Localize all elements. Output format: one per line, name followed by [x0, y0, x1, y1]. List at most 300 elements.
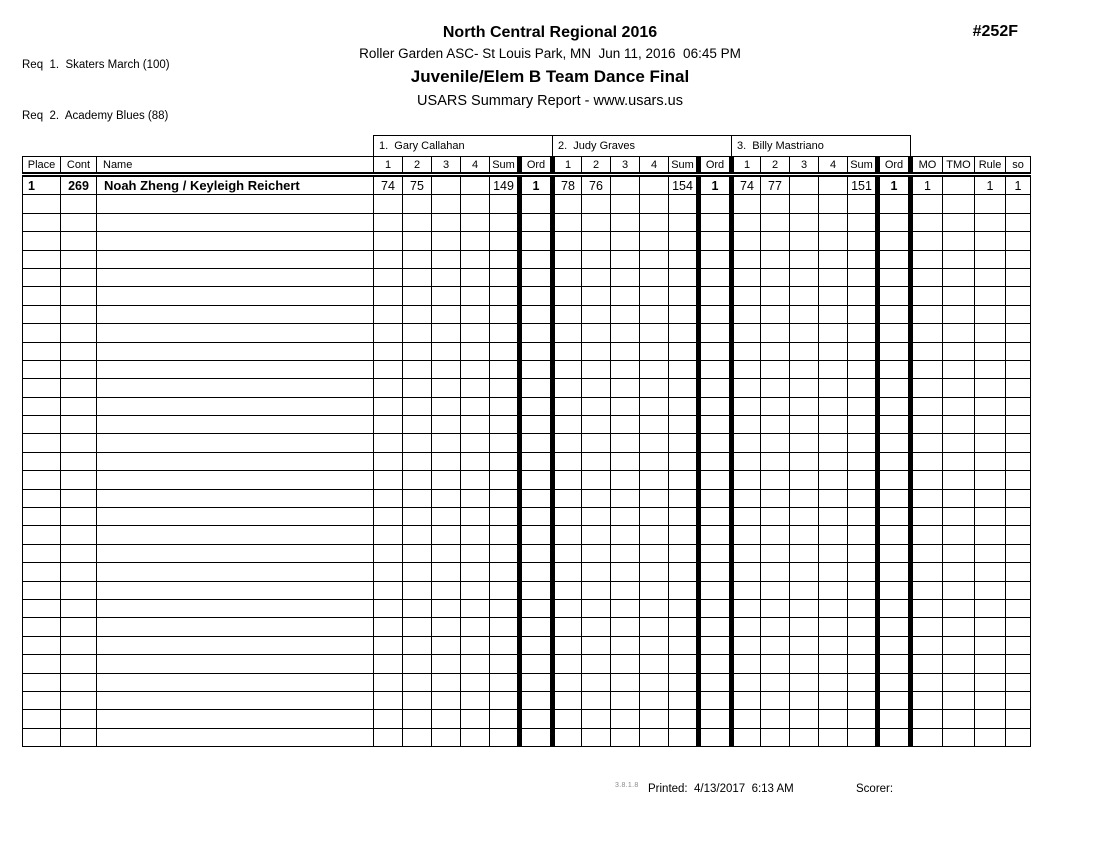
empty-cell [461, 379, 490, 397]
empty-cell [432, 655, 461, 673]
empty-cell [975, 673, 1006, 691]
empty-cell [669, 636, 699, 654]
empty-cell [432, 691, 461, 709]
empty-cell [878, 544, 911, 562]
empty-cell [640, 544, 669, 562]
empty-cell [520, 268, 553, 286]
empty-cell [790, 397, 819, 415]
empty-cell [878, 360, 911, 378]
empty-cell [374, 544, 403, 562]
empty-cell [461, 360, 490, 378]
empty-cell [374, 728, 403, 746]
empty-cell [97, 489, 374, 507]
empty-cell [943, 324, 975, 342]
column-header-rule: Rule [975, 157, 1006, 175]
empty-cell [819, 342, 848, 360]
empty-cell [23, 232, 61, 250]
empty-cell [461, 213, 490, 231]
empty-cell [848, 636, 878, 654]
empty-cell [761, 691, 790, 709]
empty-cell [582, 250, 611, 268]
empty-cell [582, 526, 611, 544]
empty-cell [97, 287, 374, 305]
empty-cell [878, 563, 911, 581]
tmo-cell [943, 175, 975, 195]
empty-cell [732, 324, 761, 342]
empty-cell [848, 416, 878, 434]
empty-cell [97, 195, 374, 213]
empty-cell [975, 728, 1006, 746]
empty-cell [23, 636, 61, 654]
empty-row [23, 581, 1031, 599]
empty-cell [461, 324, 490, 342]
empty-cell [611, 195, 640, 213]
empty-cell [490, 452, 520, 470]
empty-cell [878, 195, 911, 213]
empty-cell [520, 342, 553, 360]
empty-cell [374, 342, 403, 360]
empty-cell [732, 489, 761, 507]
empty-cell [699, 710, 732, 728]
empty-cell [611, 655, 640, 673]
empty-cell [640, 397, 669, 415]
empty-cell [97, 250, 374, 268]
empty-cell [819, 452, 848, 470]
empty-cell [61, 655, 97, 673]
empty-cell [848, 691, 878, 709]
empty-cell [878, 710, 911, 728]
empty-cell [732, 544, 761, 562]
empty-cell [819, 195, 848, 213]
empty-cell [432, 268, 461, 286]
empty-cell [943, 360, 975, 378]
empty-cell [790, 434, 819, 452]
empty-cell [790, 195, 819, 213]
empty-cell [669, 342, 699, 360]
empty-cell [669, 232, 699, 250]
empty-cell [553, 581, 582, 599]
empty-cell [403, 379, 432, 397]
empty-cell [23, 379, 61, 397]
empty-cell [461, 342, 490, 360]
empty-cell [699, 324, 732, 342]
empty-cell [403, 673, 432, 691]
empty-cell [553, 471, 582, 489]
empty-cell [374, 397, 403, 415]
empty-cell [611, 728, 640, 746]
empty-cell [1006, 471, 1031, 489]
empty-cell [761, 397, 790, 415]
empty-cell [23, 526, 61, 544]
empty-cell [461, 452, 490, 470]
score-cell [611, 175, 640, 195]
empty-cell [490, 563, 520, 581]
empty-cell [582, 489, 611, 507]
empty-cell [520, 618, 553, 636]
empty-cell [640, 416, 669, 434]
empty-cell [97, 728, 374, 746]
empty-cell [374, 618, 403, 636]
empty-cell [878, 691, 911, 709]
empty-cell [911, 563, 943, 581]
empty-cell [611, 397, 640, 415]
score-cell [790, 175, 819, 195]
event-title: North Central Regional 2016 [442, 24, 658, 41]
empty-row [23, 599, 1031, 617]
empty-cell [23, 599, 61, 617]
empty-cell [1006, 655, 1031, 673]
empty-cell [669, 471, 699, 489]
empty-cell [732, 268, 761, 286]
empty-cell [911, 360, 943, 378]
empty-cell [374, 360, 403, 378]
empty-cell [848, 452, 878, 470]
empty-cell [374, 416, 403, 434]
empty-row [23, 379, 1031, 397]
empty-cell [975, 636, 1006, 654]
empty-cell [611, 673, 640, 691]
empty-cell [61, 342, 97, 360]
empty-cell [669, 379, 699, 397]
judge2-subheader-sum: Sum [669, 157, 699, 175]
empty-cell [1006, 434, 1031, 452]
empty-cell [611, 232, 640, 250]
empty-cell [520, 287, 553, 305]
judge-row-left-spacer [23, 136, 374, 157]
empty-cell [582, 544, 611, 562]
empty-cell [911, 544, 943, 562]
empty-cell [640, 636, 669, 654]
empty-row [23, 471, 1031, 489]
score-cell [640, 175, 669, 195]
empty-cell [520, 434, 553, 452]
empty-cell [878, 636, 911, 654]
empty-cell [61, 673, 97, 691]
empty-cell [911, 618, 943, 636]
empty-cell [374, 379, 403, 397]
empty-cell [819, 360, 848, 378]
empty-cell [403, 563, 432, 581]
empty-cell [943, 508, 975, 526]
empty-cell [761, 544, 790, 562]
empty-cell [374, 563, 403, 581]
empty-cell [819, 655, 848, 673]
empty-cell [553, 342, 582, 360]
empty-cell [848, 471, 878, 489]
empty-cell [374, 691, 403, 709]
empty-cell [403, 268, 432, 286]
empty-cell [761, 416, 790, 434]
empty-cell [97, 232, 374, 250]
empty-cell [461, 508, 490, 526]
empty-cell [1006, 416, 1031, 434]
empty-cell [640, 691, 669, 709]
empty-cell [640, 195, 669, 213]
empty-cell [403, 342, 432, 360]
judge-header-2: 2. Judy Graves [553, 136, 732, 157]
empty-cell [432, 287, 461, 305]
empty-cell [669, 655, 699, 673]
sum-cell: 149 [490, 175, 520, 195]
empty-cell [911, 710, 943, 728]
score-cell: 77 [761, 175, 790, 195]
empty-cell [761, 452, 790, 470]
empty-cell [432, 563, 461, 581]
empty-cell [911, 434, 943, 452]
empty-cell [374, 508, 403, 526]
empty-cell [611, 599, 640, 617]
empty-cell [582, 581, 611, 599]
empty-cell [374, 599, 403, 617]
empty-cell [848, 379, 878, 397]
empty-cell [490, 324, 520, 342]
empty-cell [520, 563, 553, 581]
empty-cell [943, 452, 975, 470]
empty-cell [1006, 324, 1031, 342]
empty-cell [611, 471, 640, 489]
empty-cell [23, 471, 61, 489]
empty-cell [61, 581, 97, 599]
empty-cell [553, 544, 582, 562]
empty-cell [761, 250, 790, 268]
empty-cell [490, 342, 520, 360]
empty-cell [490, 416, 520, 434]
empty-cell [403, 710, 432, 728]
empty-cell [943, 599, 975, 617]
empty-cell [461, 563, 490, 581]
empty-cell [640, 305, 669, 323]
empty-cell [790, 581, 819, 599]
empty-cell [669, 599, 699, 617]
empty-cell [611, 360, 640, 378]
empty-cell [61, 489, 97, 507]
empty-cell [669, 250, 699, 268]
empty-cell [819, 728, 848, 746]
empty-cell [61, 416, 97, 434]
empty-cell [761, 287, 790, 305]
empty-cell [23, 434, 61, 452]
empty-cell [432, 213, 461, 231]
ord-cell: 1 [520, 175, 553, 195]
empty-cell [848, 213, 878, 231]
empty-cell [61, 618, 97, 636]
empty-cell [611, 710, 640, 728]
judge1-subheader-1: 1 [374, 157, 403, 175]
empty-cell [761, 508, 790, 526]
empty-cell [432, 397, 461, 415]
empty-cell [790, 489, 819, 507]
empty-cell [911, 232, 943, 250]
empty-cell [1006, 508, 1031, 526]
empty-cell [23, 673, 61, 691]
empty-cell [61, 397, 97, 415]
empty-row [23, 655, 1031, 673]
empty-cell [61, 379, 97, 397]
empty-cell [403, 526, 432, 544]
empty-cell [819, 416, 848, 434]
empty-cell [819, 379, 848, 397]
empty-cell [611, 379, 640, 397]
empty-cell [732, 728, 761, 746]
empty-cell [911, 287, 943, 305]
empty-row [23, 544, 1031, 562]
empty-cell [490, 397, 520, 415]
empty-cell [23, 268, 61, 286]
empty-cell [582, 655, 611, 673]
empty-cell [611, 268, 640, 286]
empty-cell [878, 618, 911, 636]
empty-cell [790, 655, 819, 673]
empty-cell [975, 581, 1006, 599]
empty-cell [699, 599, 732, 617]
empty-cell [732, 342, 761, 360]
empty-cell [699, 728, 732, 746]
empty-cell [669, 397, 699, 415]
judge3-subheader-3: 3 [790, 157, 819, 175]
empty-cell [403, 508, 432, 526]
empty-cell [1006, 691, 1031, 709]
empty-cell [553, 710, 582, 728]
result-row [23, 175, 1031, 195]
empty-cell [943, 195, 975, 213]
empty-cell [374, 710, 403, 728]
empty-cell [848, 397, 878, 415]
empty-cell [582, 360, 611, 378]
empty-cell [374, 452, 403, 470]
empty-cell [490, 673, 520, 691]
empty-cell [732, 213, 761, 231]
empty-cell [611, 305, 640, 323]
empty-cell [23, 342, 61, 360]
empty-cell [61, 544, 97, 562]
empty-cell [975, 655, 1006, 673]
req-line-2: Req 2. Academy Blues (88) [22, 110, 169, 122]
empty-cell [582, 691, 611, 709]
empty-cell [911, 508, 943, 526]
empty-cell [461, 287, 490, 305]
empty-cell [975, 268, 1006, 286]
empty-cell [732, 526, 761, 544]
empty-cell [61, 250, 97, 268]
empty-cell [699, 397, 732, 415]
name-cell: Noah Zheng / Keyleigh Reichert [97, 175, 374, 195]
empty-cell [23, 360, 61, 378]
empty-cell [432, 710, 461, 728]
empty-cell [461, 581, 490, 599]
empty-cell [669, 416, 699, 434]
empty-cell [911, 342, 943, 360]
empty-cell [582, 471, 611, 489]
empty-row [23, 452, 1031, 470]
empty-cell [640, 673, 669, 691]
empty-cell [553, 673, 582, 691]
empty-cell [975, 250, 1006, 268]
empty-cell [848, 599, 878, 617]
empty-cell [911, 250, 943, 268]
empty-cell [943, 305, 975, 323]
empty-cell [1006, 710, 1031, 728]
empty-row [23, 508, 1031, 526]
empty-cell [520, 471, 553, 489]
empty-cell [761, 563, 790, 581]
empty-cell [97, 544, 374, 562]
empty-cell [975, 526, 1006, 544]
empty-cell [611, 287, 640, 305]
empty-cell [975, 305, 1006, 323]
score-cell: 74 [732, 175, 761, 195]
empty-cell [582, 508, 611, 526]
empty-cell [61, 287, 97, 305]
empty-cell [490, 581, 520, 599]
empty-cell [582, 618, 611, 636]
empty-cell [490, 287, 520, 305]
empty-cell [699, 305, 732, 323]
empty-cell [403, 397, 432, 415]
empty-cell [553, 232, 582, 250]
empty-cell [819, 691, 848, 709]
empty-cell [848, 287, 878, 305]
empty-cell [790, 673, 819, 691]
empty-cell [432, 599, 461, 617]
empty-cell [848, 563, 878, 581]
empty-cell [848, 489, 878, 507]
empty-cell [761, 710, 790, 728]
empty-cell [1006, 360, 1031, 378]
empty-cell [97, 305, 374, 323]
empty-cell [975, 452, 1006, 470]
empty-cell [699, 232, 732, 250]
judge1-subheader-2: 2 [403, 157, 432, 175]
empty-cell [975, 360, 1006, 378]
empty-cell [432, 342, 461, 360]
judge-header-3: 3. Billy Mastriano [732, 136, 911, 157]
empty-cell [403, 287, 432, 305]
empty-cell [97, 710, 374, 728]
empty-cell [669, 489, 699, 507]
sum-cell: 154 [669, 175, 699, 195]
empty-cell [1006, 250, 1031, 268]
judge2-subheader-ord: Ord [699, 157, 732, 175]
scorer-label: Scorer: [856, 783, 894, 795]
empty-cell [520, 397, 553, 415]
empty-cell [819, 636, 848, 654]
empty-cell [582, 397, 611, 415]
score-cell: 75 [403, 175, 432, 195]
empty-cell [732, 691, 761, 709]
empty-cell [640, 508, 669, 526]
empty-cell [611, 563, 640, 581]
empty-cell [669, 452, 699, 470]
empty-cell [669, 691, 699, 709]
empty-cell [374, 581, 403, 599]
empty-cell [582, 563, 611, 581]
so-cell: 1 [1006, 175, 1031, 195]
empty-cell [819, 563, 848, 581]
empty-cell [432, 195, 461, 213]
empty-cell [848, 305, 878, 323]
empty-cell [553, 655, 582, 673]
empty-cell [878, 287, 911, 305]
empty-cell [61, 195, 97, 213]
empty-cell [943, 710, 975, 728]
empty-cell [1006, 195, 1031, 213]
empty-cell [819, 232, 848, 250]
empty-cell [669, 728, 699, 746]
empty-cell [490, 710, 520, 728]
empty-cell [943, 636, 975, 654]
empty-cell [943, 213, 975, 231]
empty-cell [732, 673, 761, 691]
